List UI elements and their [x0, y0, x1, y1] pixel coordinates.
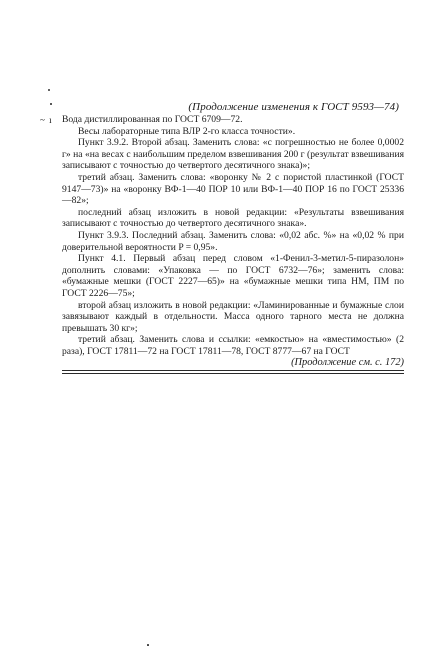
margin-mark: ~ ı	[40, 115, 53, 125]
paragraph: Пункт 4.1. Первый абзац перед словом «1-Фенил-3-метил-5-пиразолон» дополнить словами: «Упаковка — по ГОСТ 6732—76»; заменить слова: «бумажные мешки (ГОСТ 2227—65)» на «бумажные мешки типа НМ, ПМ по ГОСТ 2226—75»;	[62, 253, 404, 299]
paragraph: Весы лабораторные типа ВЛР 2-го класса точности».	[78, 125, 296, 137]
document-body	[62, 114, 404, 369]
scan-speck	[147, 644, 149, 646]
scan-speck	[50, 103, 52, 105]
paragraph: Пункт 3.9.3. Последний абзац. Заменить слова: «0,02 абс. %» на «0,02 % при доверительной вероятности P = 0,95».	[62, 229, 404, 253]
continued-note: (Продолжение см. с. 172)	[291, 357, 404, 369]
paragraph: Пункт 3.9.2. Второй абзац. Заменить слова: «с погрешностью не более 0,0002 г» на «на весах с наибольшим пределом взвешивания 200 г (результат взвешивания записывают с точностью до четвертого десятичного знака)»;	[62, 137, 404, 172]
paragraph: последний абзац изложить в новой редакции: «Результаты взвешивания записывают с точностью до четвертого десятичного знака».	[62, 206, 404, 230]
paragraph: третий абзац. Заменить слова: «воронку № 2 с пористой пластинкой (ГОСТ 9147—73)» на «воронку ВФ-1—40 ПОР 10 или ВФ-1—40 ПОР 16 по ГОСТ 25336—82»;	[62, 171, 404, 207]
paragraph: третий абзац. Заменить слова и ссылки: «емкостью» на «вместимостью» (2 раза), ГОСТ 17811—72 на ГОСТ 17811—78, ГОСТ 8777—67 на ГОСТ	[62, 334, 404, 357]
paragraph: второй абзац изложить в новой редакции: «Ламинированные и бумажные слои завязывают каждый в отдельности. Масса одного тарного места не должна превышать 30 кг»;	[62, 299, 404, 334]
section-divider	[62, 370, 404, 371]
scan-speck	[48, 89, 50, 91]
continuation-header: (Продолжение изменения к ГОСТ 9593—74)	[188, 101, 399, 113]
paragraph: Вода дистиллированная по ГОСТ 6709—72.	[62, 114, 243, 125]
